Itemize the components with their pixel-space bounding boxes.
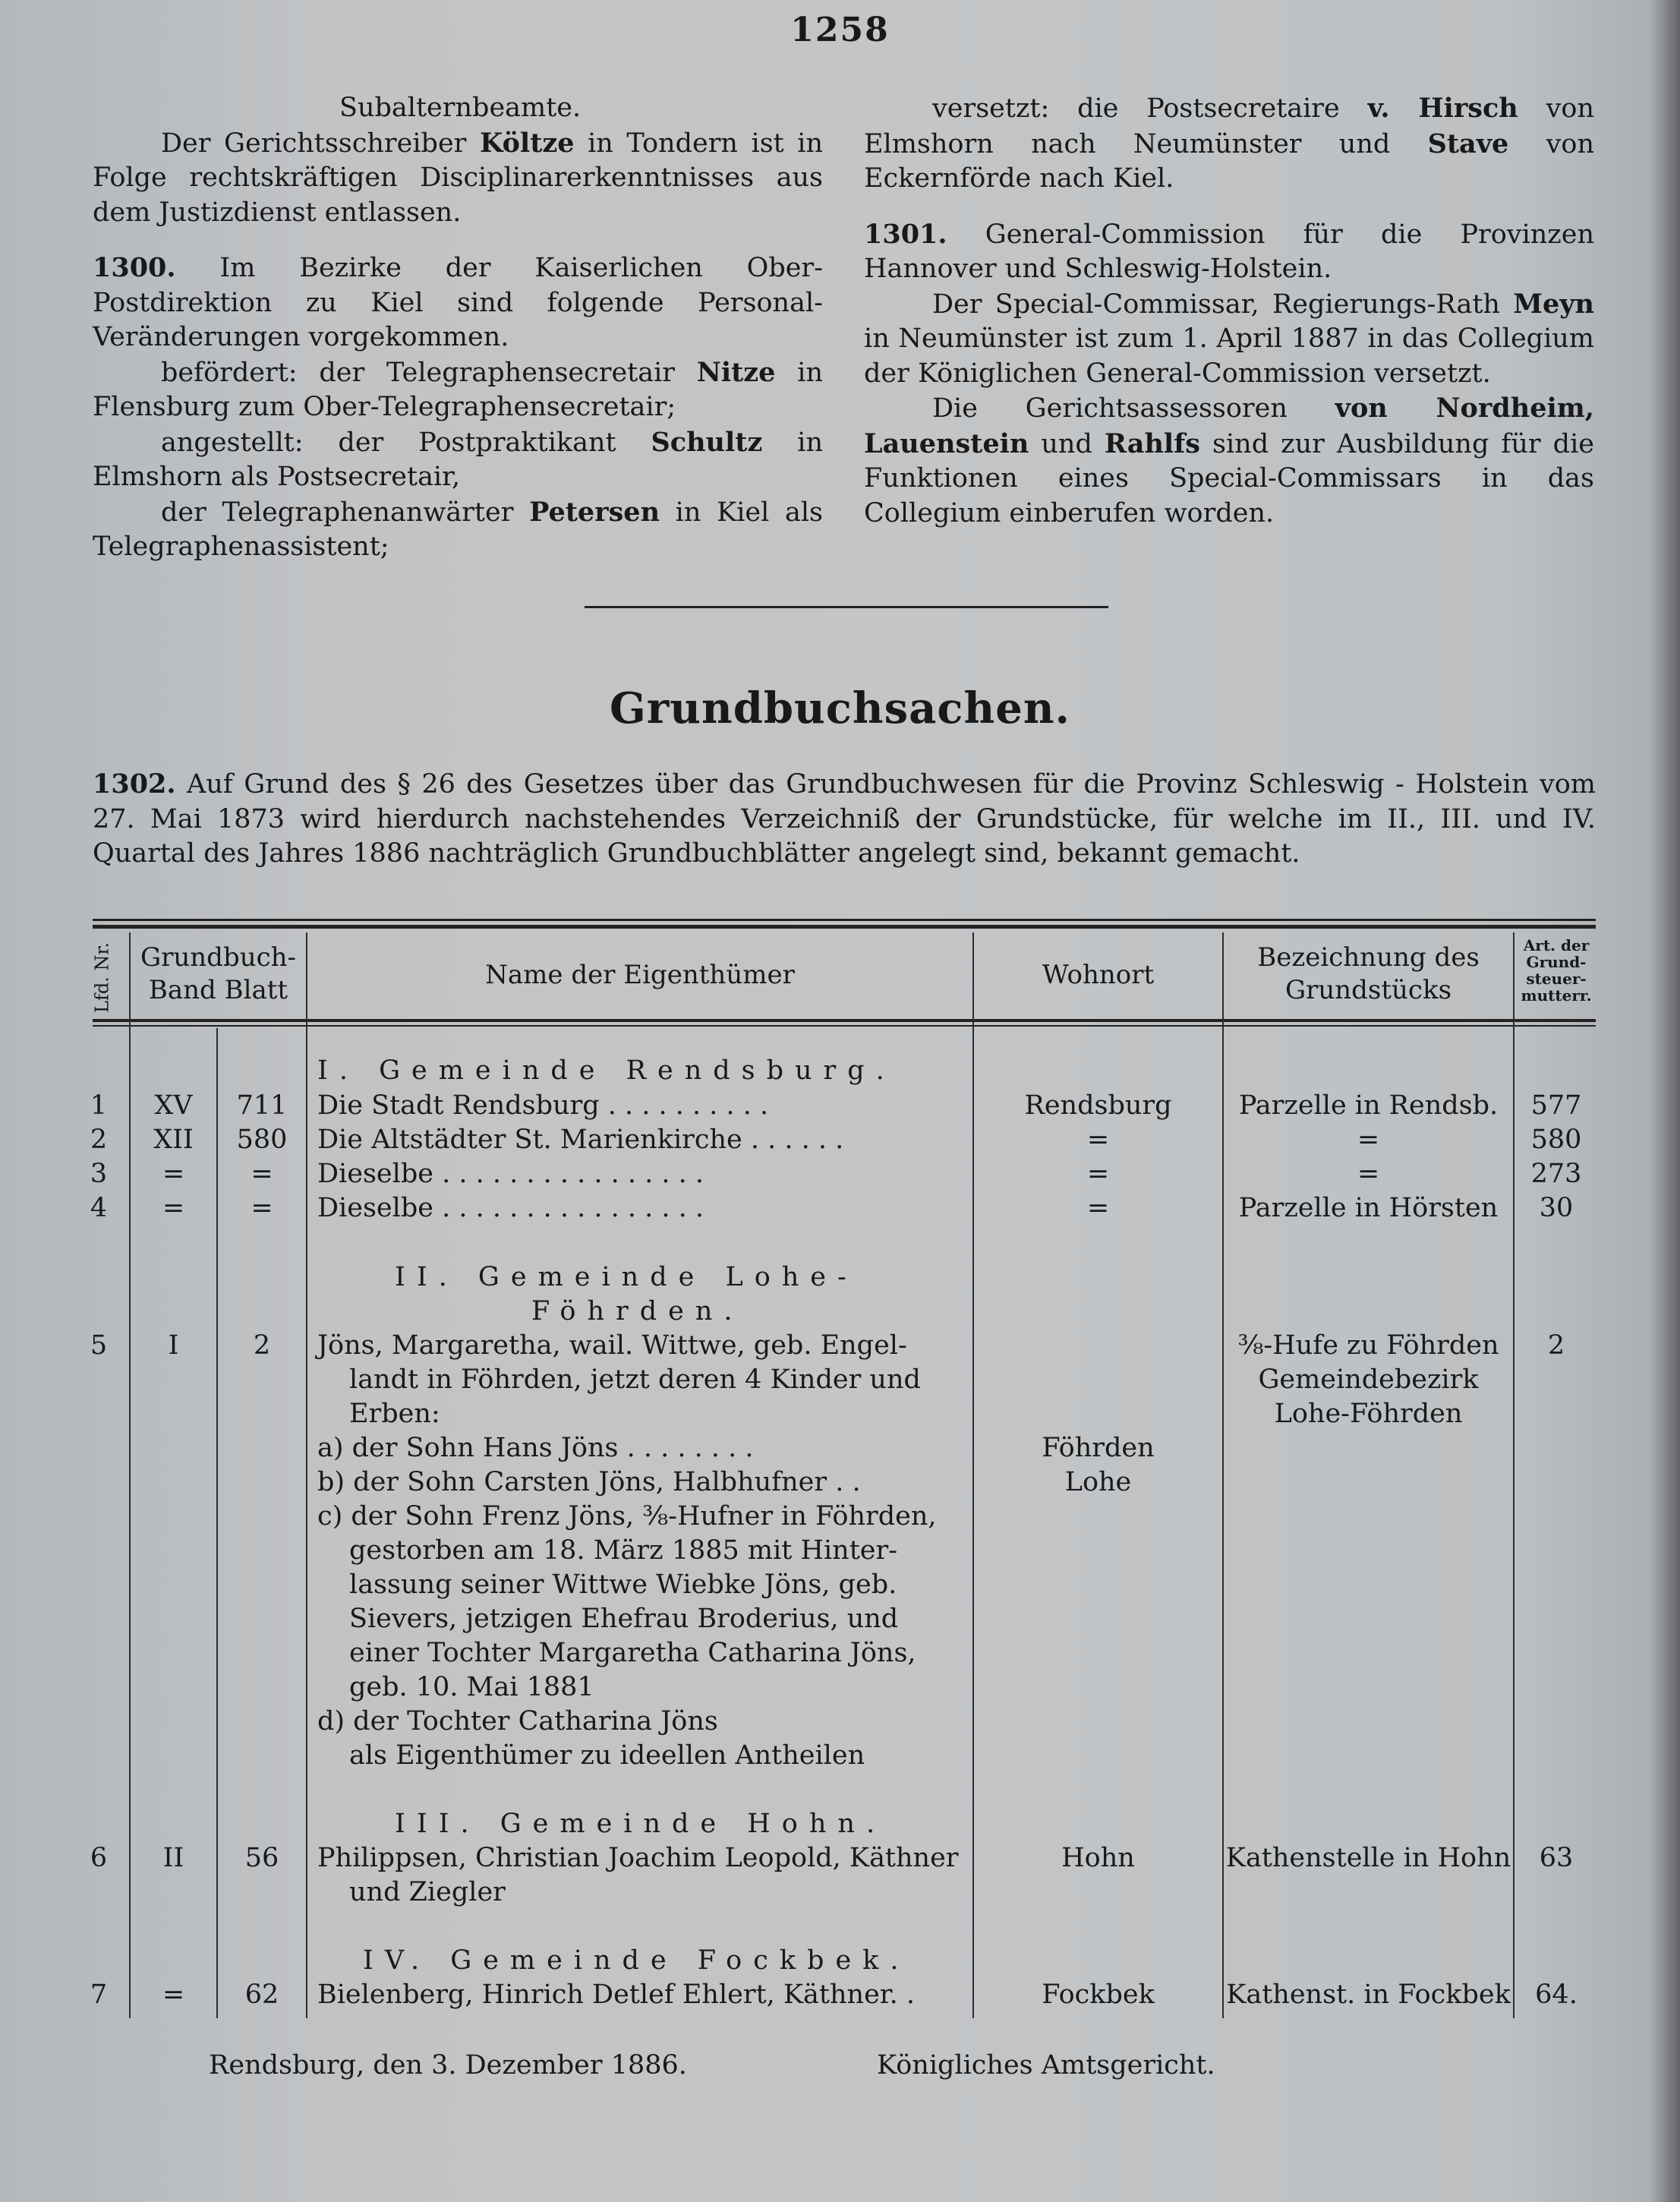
- row-2-band: XII: [153, 1125, 194, 1155]
- name-stave: Stave: [1427, 128, 1509, 159]
- paragraph-koeltze: Der Gerichtsschreiber Költze in Tondern ist in Folge rechtskräftigen Disciplinarerkenntnisses aus dem Justizdienst entlassen.: [93, 127, 823, 228]
- row-6-band: II: [162, 1843, 184, 1873]
- row-1-band: XV: [154, 1090, 193, 1121]
- group-heading-hohn: III. Gemeinde Hohn.: [395, 1809, 887, 1839]
- row-4-wohnort: =: [1086, 1193, 1110, 1223]
- row-4-art: 30: [1539, 1193, 1574, 1223]
- row-1-wohnort: Rendsburg: [1024, 1090, 1172, 1121]
- row-5-heir-c: c) der Sohn Frenz Jöns, ⅜-Hufner in Föhrden,: [317, 1501, 937, 1532]
- row-4-band: =: [162, 1193, 185, 1223]
- row-5-heir-a: a) der Sohn Hans Jöns . . . . . . . .: [317, 1433, 754, 1463]
- row-5-heir-b: b) der Sohn Carsten Jöns, Halbhufner . .: [317, 1467, 861, 1497]
- table-header-rule-thin: [93, 1025, 1596, 1027]
- row-7-art: 64.: [1535, 1980, 1578, 2010]
- paragraph-assessors: Die Gerichtsassessoren von Nordheim, Lauenstein und Rahlfs sind zur Ausbildung für die Funktionen eines Special-Commissars in das Collegium einberufen worden.: [864, 393, 1594, 528]
- row-4-nr: 4: [90, 1193, 108, 1223]
- row-3-bezeichnung: =: [1357, 1159, 1380, 1189]
- header-name: Name der Eigenthümer: [485, 960, 795, 990]
- group-heading-fockbek: IV. Gemeinde Fockbek.: [363, 1945, 910, 1976]
- row-7-nr: 7: [90, 1980, 108, 2010]
- row-4-bezeichnung: Parzelle in Hörsten: [1238, 1193, 1499, 1223]
- section-number-1300: 1300.: [93, 252, 176, 283]
- row-7-wohnort: Fockbek: [1042, 1980, 1155, 2010]
- row-5-name-line: Erben:: [349, 1399, 440, 1429]
- row-7-name: Bielenberg, Hinrich Detlef Ehlert, Käthner. .: [317, 1980, 916, 2010]
- row-6-nr: 6: [90, 1843, 108, 1873]
- paragraph-meyn: Der Special-Commissar, Regierungs-Rath Meyn in Neumünster ist zum 1. April 1887 in das Collegium der Königlichen General-Commission versetzt.: [864, 288, 1594, 389]
- left-column: [93, 91, 823, 565]
- paragraph-1301: 1301. General-Commission für die Provinzen Hannover und Schleswig-Holstein.: [864, 218, 1594, 284]
- row-5-bezeichnung-line: Gemeindebezirk: [1258, 1364, 1479, 1395]
- row-4-name: Dieselbe . . . . . . . . . . . . . . . .: [317, 1193, 704, 1223]
- right-column: [864, 91, 1594, 531]
- col-divider: [306, 932, 307, 2018]
- row-6-wohnort: Hohn: [1061, 1843, 1135, 1873]
- paragraph-candidate: der Telegraphenanwärter Petersen in Kiel als Telegraphenassistent;: [93, 496, 823, 562]
- name-nitze: Nitze: [696, 356, 776, 388]
- row-5-nr: 5: [90, 1330, 108, 1361]
- row-5-heir-c-line: lassung seiner Wittwe Wiebke Jöns, geb.: [349, 1569, 897, 1600]
- name-rahlfs: Rahlfs: [1104, 427, 1200, 459]
- row-1-name: Die Stadt Rendsburg . . . . . . . . . .: [317, 1090, 769, 1121]
- name-schultz: Schultz: [651, 426, 763, 458]
- row-2-blatt: 580: [236, 1125, 288, 1155]
- section-number-1302: 1302.: [93, 768, 176, 800]
- row-6-art: 63: [1539, 1843, 1574, 1873]
- row-5-art: 2: [1547, 1330, 1565, 1361]
- row-5-blatt: 2: [253, 1330, 271, 1361]
- header-lfd-nr: Lfd. Nr.: [91, 942, 113, 1013]
- row-4-blatt: =: [251, 1193, 273, 1223]
- row-2-name: Die Altstädter St. Marienkirche . . . . . .: [317, 1125, 844, 1155]
- row-6-blatt: 56: [244, 1843, 279, 1873]
- group-heading-rendsburg: I. Gemeinde Rendsburg.: [317, 1055, 896, 1086]
- row-5-band: I: [168, 1330, 179, 1361]
- row-1-art: 577: [1530, 1090, 1582, 1121]
- page-number: 1258: [790, 11, 890, 49]
- name-hirsch: v. Hirsch: [1367, 93, 1518, 124]
- table-top-rule-thick: [93, 925, 1596, 929]
- row-7-band: =: [162, 1980, 185, 2010]
- row-5-heir-c-line: geb. 10. Mai 1881: [349, 1672, 594, 1702]
- row-3-blatt: =: [251, 1159, 273, 1189]
- row-3-art: 273: [1530, 1159, 1582, 1189]
- paragraph-transfer: versetzt: die Postsecretaire v. Hirsch von Elmshorn nach Neumünster und Stave von Eckernförde nach Kiel.: [864, 93, 1594, 194]
- group-heading-lohe: II. Gemeinde Lohe-: [395, 1262, 858, 1292]
- book-spine-shadow: [1650, 0, 1680, 2202]
- table-top-rule: [93, 919, 1596, 921]
- row-5-heir-d-line: als Eigenthümer zu ideellen Antheilen: [349, 1740, 865, 1771]
- name-nordheim-lauenstein: von Nordheim, Lauenstein: [864, 393, 1594, 459]
- header-bezeichnung: Bezeichnung des Grundstücks: [1257, 942, 1480, 1005]
- row-1-blatt: 711: [236, 1090, 288, 1121]
- group-heading-foehrden: Föhrden.: [531, 1296, 744, 1327]
- row-5-heir-c-line: Sievers, jetzigen Ehefrau Broderius, und: [349, 1604, 899, 1634]
- row-2-art: 580: [1530, 1125, 1582, 1155]
- row-5-name-line: Jöns, Margaretha, wail. Wittwe, geb. Engel-: [317, 1330, 907, 1361]
- row-6-name-line: Philippsen, Christian Joachim Leopold, Käthner: [317, 1843, 959, 1873]
- footer-place-date: Rendsburg, den 3. Dezember 1886.: [209, 2050, 687, 2081]
- row-2-bezeichnung: =: [1357, 1125, 1380, 1155]
- row-3-nr: 3: [90, 1159, 108, 1189]
- intro-1302: 1302. Auf Grund des § 26 des Gesetzes über das Grundbuchwesen für die Provinz Schleswig - Holstein vom 27. Mai 1873 wird hierdurch nachstehendes Verzeichniß der Grundstücke, für welche im II., III. und IV. Quartal des Jahres 1886 nachträglich Grundbuchblätter angelegt sind, bekannt gemacht.: [93, 768, 1596, 869]
- row-5-name-line: landt in Föhrden, jetzt deren 4 Kinder und: [349, 1364, 921, 1395]
- section-heading: Grundbuchsachen.: [609, 683, 1071, 733]
- row-5-wohnort-b: Lohe: [1064, 1467, 1132, 1497]
- row-7-blatt: 62: [244, 1980, 279, 2010]
- table-header-rule: [93, 1019, 1596, 1022]
- section-divider: [585, 606, 1108, 608]
- row-3-name: Dieselbe . . . . . . . . . . . . . . . .: [317, 1159, 704, 1189]
- row-5-wohnort-a: Föhrden: [1042, 1433, 1155, 1463]
- subheading-subalternbeamte: Subalternbeamte.: [339, 93, 582, 123]
- header-wohnort: Wohnort: [1042, 960, 1155, 990]
- row-5-heir-c-line: gestorben am 18. März 1885 mit Hinter-: [349, 1535, 898, 1566]
- row-5-bezeichnung-line: ⅜-Hufe zu Föhrden: [1237, 1330, 1499, 1361]
- paragraph-employed: angestellt: der Postpraktikant Schultz in Elmshorn als Postsecretair,: [93, 426, 823, 492]
- header-grundbuch: Grundbuch- Band Blatt: [140, 942, 297, 1005]
- row-3-band: =: [162, 1159, 185, 1189]
- name-petersen: Petersen: [529, 496, 660, 528]
- paragraph-1300: 1300. Im Bezirke der Kaiserlichen Ober-Postdirektion zu Kiel sind folgende Personal-Veränderungen vorgekommen.: [93, 252, 823, 352]
- row-3-wohnort: =: [1086, 1159, 1110, 1189]
- row-7-bezeichnung: Kathenst. in Fockbek: [1226, 1980, 1511, 2010]
- row-2-wohnort: =: [1086, 1125, 1110, 1155]
- row-2-nr: 2: [90, 1125, 108, 1155]
- row-6-name-line: und Ziegler: [349, 1877, 506, 1907]
- header-art: Art. der Grund- steuer- mutterr.: [1521, 936, 1592, 1005]
- row-1-nr: 1: [90, 1090, 108, 1121]
- name-koeltze: Költze: [479, 127, 575, 159]
- paragraph-promoted: befördert: der Telegraphensecretair Nitze in Flensburg zum Ober-Telegraphensecretair;: [93, 356, 823, 422]
- row-6-bezeichnung: Kathenstelle in Hohn: [1225, 1843, 1511, 1873]
- section-number-1301: 1301.: [864, 218, 947, 250]
- row-5-bezeichnung-line: Lohe-Föhrden: [1274, 1399, 1463, 1429]
- row-5-heir-c-line: einer Tochter Margaretha Catharina Jöns,: [349, 1638, 916, 1668]
- name-meyn: Meyn: [1513, 288, 1594, 320]
- row-5-heir-d: d) der Tochter Catharina Jöns: [317, 1706, 718, 1737]
- footer-authority: Königliches Amtsgericht.: [877, 2050, 1215, 2081]
- row-1-bezeichnung: Parzelle in Rendsb.: [1238, 1090, 1499, 1121]
